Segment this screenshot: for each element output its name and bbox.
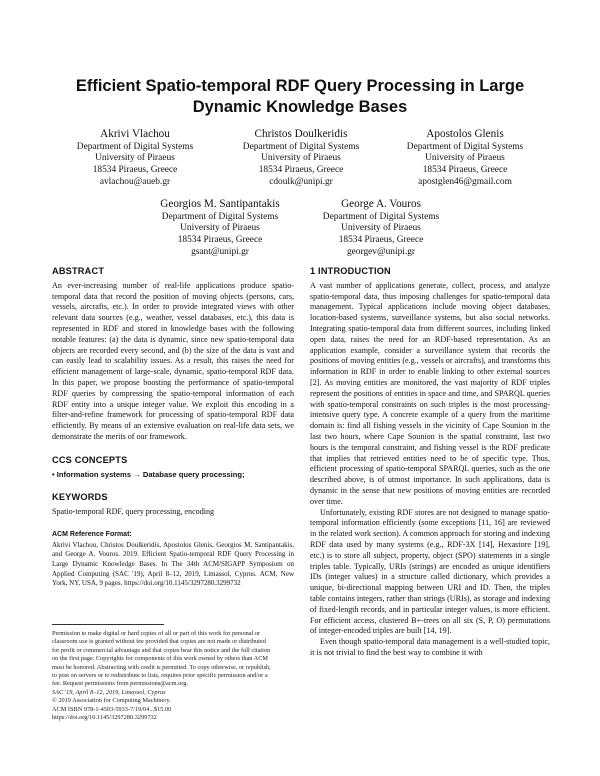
footnote-rule bbox=[52, 624, 164, 625]
permission-line: classroom use is granted without fee provided that copies are not made or distributed bbox=[52, 638, 266, 646]
right-column bbox=[310, 266, 550, 659]
left-column bbox=[52, 266, 294, 589]
author-name: George A. Vouros bbox=[341, 198, 421, 210]
keywords-heading: KEYWORDS bbox=[52, 492, 108, 503]
ccs-text: • Information systems → Database query processing; bbox=[52, 469, 245, 479]
author-name: Apostolos Glenis bbox=[426, 128, 504, 140]
author-city: 18534 Piraeus, Greece bbox=[177, 235, 263, 246]
keywords-text: Spatio-temporal RDF, query processing, encoding bbox=[52, 507, 215, 517]
author-univ: University of Piraeus bbox=[95, 153, 175, 164]
author-city: 18534 Piraeus, Greece bbox=[258, 165, 344, 176]
author-univ: University of Piraeus bbox=[180, 223, 260, 234]
abstract-text: An ever-increasing number of real-life applications produce spatio-temporal data that record the position of moving objects (persons, cars, vessels, aircrafts, etc.). In order to provide integrated views with other relevant data sources (e.g., weather, vessel databases, etc.), this data is represented in RDF and stored in knowledge bases with the following notable features: (a) the data is dynamic, since new spatio-temporal data objects are recorded every second, and (b) the size of the data is vast and can easily lead to scalability issues. As a result, this raises the need for efficient management of large-scale, dynamic, spatio-temporal RDF data. In this paper, we propose boosting the performance of spatio-temporal RDF queries by compressing the spatio-temporal information of each RDF entity into a unique integer value. We exploit this encoding in a filter-and-refine framework for processing of spatio-temporal RDF data efficiently. By means of an extensive evaluation on real-life data sets, we demonstrate the merits of our framework. bbox=[52, 280, 294, 441]
author-univ: University of Piraeus bbox=[261, 153, 341, 164]
author-dept: Department of Digital Systems bbox=[161, 211, 279, 222]
conference-line: SAC '19, April 8–12, 2019, Limassol, Cyprus bbox=[52, 688, 166, 696]
intro-paragraph-3: Even though spatio-temporal data management is a well-studied topic, it is not trivial to find the best way to combine it with bbox=[310, 637, 550, 657]
author-block bbox=[298, 198, 464, 259]
author-email: avlachou@aueb.gr bbox=[99, 176, 171, 187]
permission-line: to post on servers or to redistribute to lists, requires prior specific permission and/or a bbox=[52, 672, 268, 680]
author-dept: Department of Digital Systems bbox=[322, 211, 440, 222]
doi-line: https://doi.org/10.1145/3297280.3299732 bbox=[52, 714, 157, 722]
permission-line: on the first page. Copyrights for components of this work owned by others than ACM bbox=[52, 655, 268, 663]
permission-line: must be honored. Abstracting with credit is permitted. To copy otherwise, or republish, bbox=[52, 663, 271, 671]
author-block bbox=[52, 128, 218, 189]
author-dept: Department of Digital Systems bbox=[406, 141, 524, 152]
ccs-heading: CCS CONCEPTS bbox=[52, 454, 128, 465]
author-univ: University of Piraeus bbox=[425, 153, 505, 164]
isbn-line: ACM ISBN 978-1-4503-5933-7/19/04...$15.00 bbox=[52, 705, 172, 713]
permission-line: fee. Request permissions from permissions@acm.org. bbox=[52, 680, 188, 688]
paper-title: Efficient Spatio-temporal RDF Query Processing in Large Dynamic Knowledge Bases bbox=[75, 77, 525, 116]
author-block bbox=[218, 128, 384, 189]
author-email: cdoulk@unipi.gr bbox=[269, 176, 333, 187]
author-name: Christos Doulkeridis bbox=[254, 128, 348, 140]
intro-paragraph-1: A vast number of applications generate, collect, process, and analyze spatio-temporal data, thus imposing challenges for spatio-temporal data management. Typical applications include moving object databases, location-based systems, surveillance systems, but also social networks. Integrating spatio-temporal data from different sources, including linked open data, raises the need for an RDF-based representation. As an application example, consider a surveillance system that records the positions of moving entities (e.g., vessels or aircrafts), and transforms this information in RDF in order to enable linking to other external sources [2]. As moving entities are monitored, the vast majority of RDF triples represent the positions of entities in space and time, and SPARQL queries with spatio-temporal constraints on such triples is the most processing-intensive query type. A concrete example of a query from the maritime domain is: find all fishing vessels in the vicinity of Cape Sounion in the last two hours, where Cape Sounion is the spatial constraint, last two hours is the temporal constraint, and fishing vessel is the RDF predicate that implies that retrieved entities need to be of specific type. Thus, efficient processing of spatio-temporal SPARQL queries, such as the one described above, is of utmost importance. In such applications, data is dynamic in the sense that new positions of moving entities are recorded over time. bbox=[310, 280, 550, 506]
ccs-concepts bbox=[52, 470, 294, 481]
author-dept: Department of Digital Systems bbox=[76, 141, 194, 152]
acm-ref-text: Akrivi Vlachou, Christos Doulkeridis, Apostolos Glenis, Georgios M. Santipantakis, and George A. Vouros. 2019. Efficient Spatio-temporal RDF Query Processing in Large Dynamic Knowledge Bases. In The 34th ACM/SIGAPP Symposium on Applied Computing (SAC '19), April 8–12, 2019, Limassol, Cyprus. ACM, New York, NY, USA, 9 pages. https://doi.org/10.1145/3297280.3299732 bbox=[52, 540, 294, 588]
author-block bbox=[381, 128, 549, 189]
permission-notice bbox=[52, 630, 294, 722]
permission-line: Permission to make digital or hard copies of all or part of this work for personal or bbox=[52, 630, 261, 637]
author-city: 18534 Piraeus, Greece bbox=[338, 235, 424, 246]
author-name: Georgios M. Santipantakis bbox=[160, 198, 280, 210]
intro-paragraph-2: Unfortunately, existing RDF stores are not designed to manage spatio-temporal information efficiently (some exceptions [11, 16] are reviewed in the related work section). A common approach for storing and indexing RDF data used by many systems (e.g., RDF-3X [14], Hexastore [19], etc.) is to store all subject, property, object (SPO) statements in a single triples table. Typically, URIs (strings) are encoded as unique identifiers IDs (integer values) in a structure called dictionary, which provides a unique, bi-directional mapping between URI and ID. Then, the triples table contains integers, rather than strings (URIs), as storage and indexing of fixed-length records, and in particular integer values, is more efficient. For efficient access, clustered B+-trees on all six (S, P, O) permutations of integer-encoded triples are built [14, 19]. bbox=[310, 507, 550, 636]
author-email: gsant@unipi.gr bbox=[191, 246, 249, 257]
abstract-heading: ABSTRACT bbox=[52, 266, 105, 276]
author-block bbox=[137, 198, 303, 259]
author-name: Akrivi Vlachou bbox=[100, 128, 170, 140]
author-city: 18534 Piraeus, Greece bbox=[422, 165, 508, 176]
author-dept: Department of Digital Systems bbox=[242, 141, 360, 152]
author-city: 18534 Piraeus, Greece bbox=[92, 165, 178, 176]
acm-ref-heading: ACM Reference Format: bbox=[52, 530, 132, 538]
author-email: georgev@unipi.gr bbox=[346, 246, 416, 257]
author-email: apostglen46@gmail.com bbox=[418, 176, 512, 187]
author-univ: University of Piraeus bbox=[341, 223, 421, 234]
intro-heading: 1 INTRODUCTION bbox=[310, 266, 391, 276]
copyright-line: © 2019 Association for Computing Machinery. bbox=[52, 697, 171, 705]
permission-line: for profit or commercial advantage and that copies bear this notice and the full citation bbox=[52, 646, 271, 654]
